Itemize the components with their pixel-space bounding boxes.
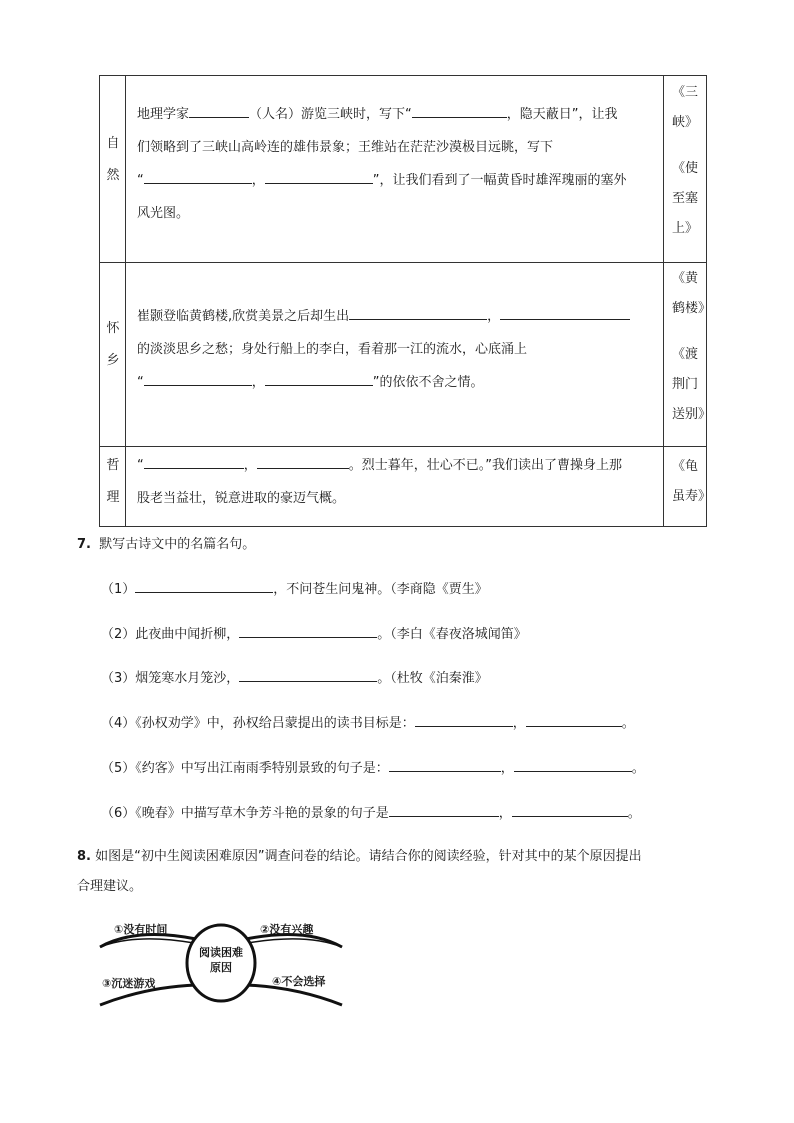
text-line: “ ， ”的依依不舍之情。 [137, 366, 663, 399]
answer-blank[interactable] [526, 712, 622, 727]
row-category-philosophy: 哲 理 [106, 458, 120, 505]
answer-blank[interactable] [144, 169, 252, 184]
answer-blank[interactable] [389, 757, 501, 772]
row-category-nature: 自 然 [106, 136, 120, 183]
diagram-label-no-time: ①没有时间 [114, 923, 168, 936]
reading-difficulty-diagram [96, 917, 346, 1009]
row-text-homesick [137, 300, 663, 399]
q7-item-4: （4）《孙权劝学》中，孙权给吕蒙提出的读书目标是： ， 。 [101, 712, 635, 734]
diagram-center-label: 阅读困难 原因 [199, 946, 243, 974]
q7-item-3: （3）烟笼寒水月笼沙， 。（杜牧《泊秦淮》 [101, 667, 488, 689]
q7-item-6: （6）《晚春》中描写草木争芳斗艳的景象的句子是 ， 。 [101, 802, 641, 824]
text-line: 们领略到了三峡山高岭连的雄伟景象；王维站在茫茫沙漠极目远眺，写下 [137, 140, 554, 155]
answer-blank[interactable] [189, 103, 249, 118]
answer-blank[interactable] [389, 802, 499, 817]
answer-blank[interactable] [144, 454, 244, 469]
text-line: “ ， ”，让我们看到了一幅黄昏时雄浑瑰丽的塞外 [137, 164, 663, 197]
answer-blank[interactable] [512, 802, 628, 817]
q7-item-2: （2）此夜曲中闻折柳， 。（李白《春夜洛城闻笛》 [101, 623, 527, 645]
answer-blank[interactable] [265, 169, 373, 184]
question-8-text-continued: 合理建议。 [77, 879, 143, 894]
q7-item-1: （1） ，不问苍生问鬼神。（李商隐《贾生》 [101, 578, 488, 600]
answer-blank[interactable] [500, 305, 630, 320]
text-line: 风光图。 [137, 206, 190, 221]
text-line: 地理学家 （人名）游览三峡时，写下“ ，隐天蔽日”，让我 [137, 98, 663, 131]
answer-blank[interactable] [239, 623, 377, 638]
text-line: 股老当益壮，锐意进取的豪迈气概。 [137, 491, 346, 506]
answer-blank[interactable] [144, 371, 252, 386]
question-7-heading: 7. 默写古诗文中的名篇名句。 [77, 537, 256, 552]
text-line: “ ， 。烈士暮年，壮心不已。”我们读出了曹操身上那 [137, 449, 663, 482]
diagram-label-cannot-choose: ④不会选择 [272, 975, 326, 988]
row-source-philosophy: 《龟 虽寿》 [672, 459, 712, 504]
row-category-homesick: 怀 乡 [106, 321, 120, 368]
answer-blank[interactable] [415, 712, 513, 727]
answer-blank[interactable] [265, 371, 373, 386]
table-divider-source [663, 75, 664, 527]
diagram-label-no-interest: ②没有兴趣 [260, 923, 314, 936]
answer-blank[interactable] [349, 305, 487, 320]
text-line: 崔颢登临黄鹤楼,欣赏美景之后却生出 ， [137, 300, 663, 333]
row-source-nature: 《三 峡》 《使 至塞 上》 [672, 85, 699, 236]
row-source-homesick: 《黄 鹤楼》 《渡 荆门 送别》 [672, 271, 712, 422]
answer-blank[interactable] [514, 757, 632, 772]
answer-blank[interactable] [412, 103, 507, 118]
question-8-text: 8. 如图是“初中生阅读困难原因”调查问卷的结论。请结合你的阅读经验，针对其中的某个原因提出 [77, 849, 642, 864]
q7-item-5: （5）《约客》中写出江南雨季特别景致的句子是： ， 。 [101, 757, 645, 779]
table-row-divider [99, 446, 707, 447]
text-line: 的淡淡思乡之愁；身处行船上的李白，看着那一江的流水，心底涌上 [137, 342, 528, 357]
row-text-nature [137, 98, 663, 230]
diagram-label-gaming: ③沉迷游戏 [102, 977, 156, 990]
answer-blank[interactable] [239, 667, 377, 682]
row-text-philosophy [137, 449, 663, 515]
answer-blank[interactable] [257, 454, 349, 469]
answer-blank[interactable] [135, 578, 273, 593]
table-row-divider [99, 262, 707, 263]
